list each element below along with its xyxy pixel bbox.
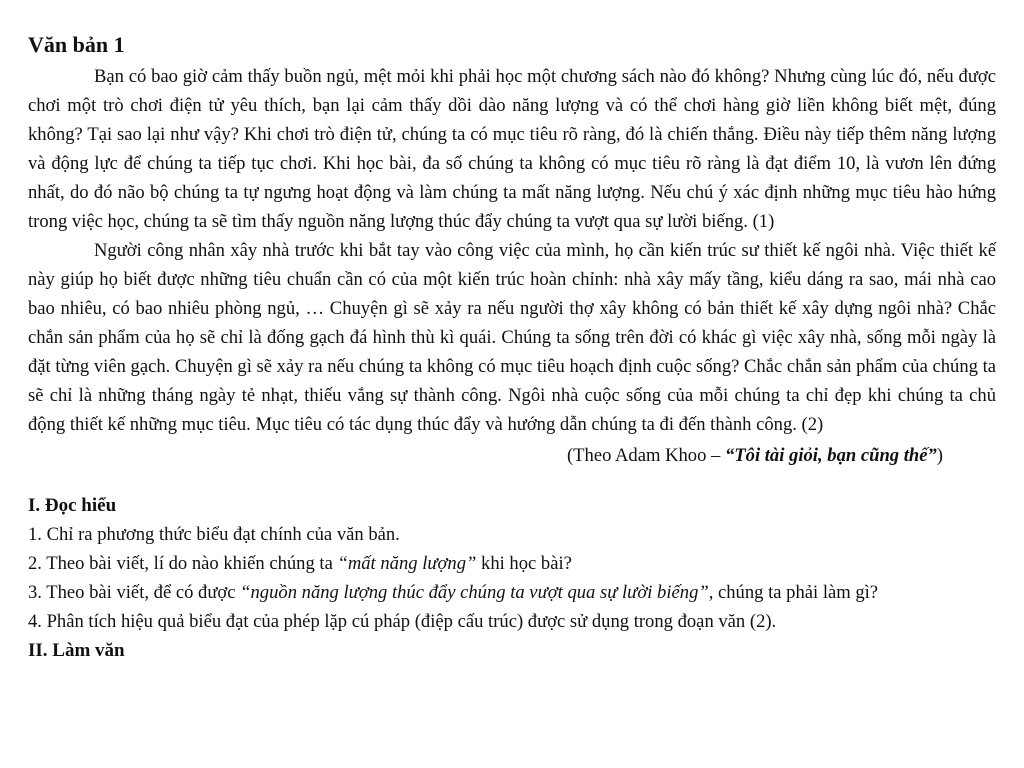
question-2-text: 2. Theo bài viết, lí do nào khiến chúng ta — [28, 553, 338, 574]
source-suffix: ) — [936, 445, 943, 466]
question-4 — [28, 607, 996, 636]
writing-section-heading: II. Làm văn — [28, 640, 125, 661]
question-3-quote: “nguồn năng lượng thúc đẩy chúng ta vượt qua sự lười biếng” — [240, 582, 709, 603]
paragraph-1: Bạn có bao giờ cảm thấy buồn ngủ, mệt mỏi khi phải học một chương sách nào đó không? Nhưng cùng lúc đó, nếu được chơi một trò chơi điện tử yêu thích, bạn lại cảm thấy dồi dào năng lượng và có thể chơi hàng giờ liền không biết mệt, đúng không? Tại sao lại như vậy? Khi chơi trò điện tử, chúng ta có mục tiêu rõ ràng, đó là chiến thắng. Điều này tiếp thêm năng lượng và động lực để chúng ta tiếp tục chơi. Khi học bài, đa số chúng ta không có mục tiêu rõ ràng là đạt điểm 10, là vươn lên đứng nhất, do đó não bộ chúng ta tự ngưng hoạt động và làm chúng ta mất năng lượng. Nếu chú ý xác định những mục tiêu hào hứng trong việc học, chúng ta sẽ tìm thấy nguồn năng lượng thúc đẩy chúng ta vượt qua sự lười biếng. (1) — [28, 66, 996, 232]
question-1 — [28, 520, 996, 549]
document-title: Văn bản 1 — [28, 32, 125, 57]
question-3-text: 3. Theo bài viết, để có được — [28, 582, 241, 603]
document-page — [28, 30, 996, 665]
paragraph-2: Người công nhân xây nhà trước khi bắt tay vào công việc của mình, họ cần kiến trúc sư thiết kế ngôi nhà. Việc thiết kế này giúp họ biết được những tiêu chuẩn cần có của một kiến trúc hoàn chỉnh: nhà xây mấy tầng, kiểu dáng ra sao, mái nhà cao bao nhiêu, có bao nhiêu phòng ngủ, … Chuyện gì sẽ xảy ra nếu người thợ xây không có bản thiết kế xây dựng ngôi nhà? Chắc chắn sản phẩm của họ sẽ chỉ là đống gạch đá hình thù kì quái. Chúng ta sống trên đời có khác gì việc xây nhà, sống mỗi ngày là đặt từng viên gạch. Chuyện gì sẽ xảy ra nếu chúng ta không có mục tiêu hoạch định cuộc sống? Chắc chắn sản phẩm của chúng ta sẽ chỉ là những tháng ngày tẻ nhạt, thiếu vắng sự thành công. Ngôi nhà cuộc sống của mỗi chúng ta chỉ đẹp khi chúng ta chủ động thiết kế những mục tiêu. Mục tiêu có tác dụng thúc đẩy và hướng dẫn chúng ta đi đến thành công. (2) — [28, 240, 996, 435]
question-3 — [28, 578, 996, 607]
question-4-text: 4. Phân tích hiệu quả biểu đạt của phép lặp cú pháp (điệp cấu trúc) được sử dụng trong đoạn văn (2). — [28, 611, 777, 632]
question-2 — [28, 549, 996, 578]
question-3-tail: , chúng ta phải làm gì? — [708, 582, 879, 603]
reading-section-heading: I. Đọc hiểu — [28, 495, 117, 516]
source-citation — [28, 441, 943, 470]
source-prefix: (Theo Adam Khoo – — [566, 445, 725, 466]
question-2-quote: “mất năng lượng” — [337, 553, 477, 574]
question-1-text: 1. Chỉ ra phương thức biểu đạt chính của văn bản. — [28, 524, 400, 545]
question-2-tail: khi học bài? — [476, 553, 572, 574]
source-book-title: “Tôi tài giỏi, bạn cũng thế” — [725, 445, 937, 466]
